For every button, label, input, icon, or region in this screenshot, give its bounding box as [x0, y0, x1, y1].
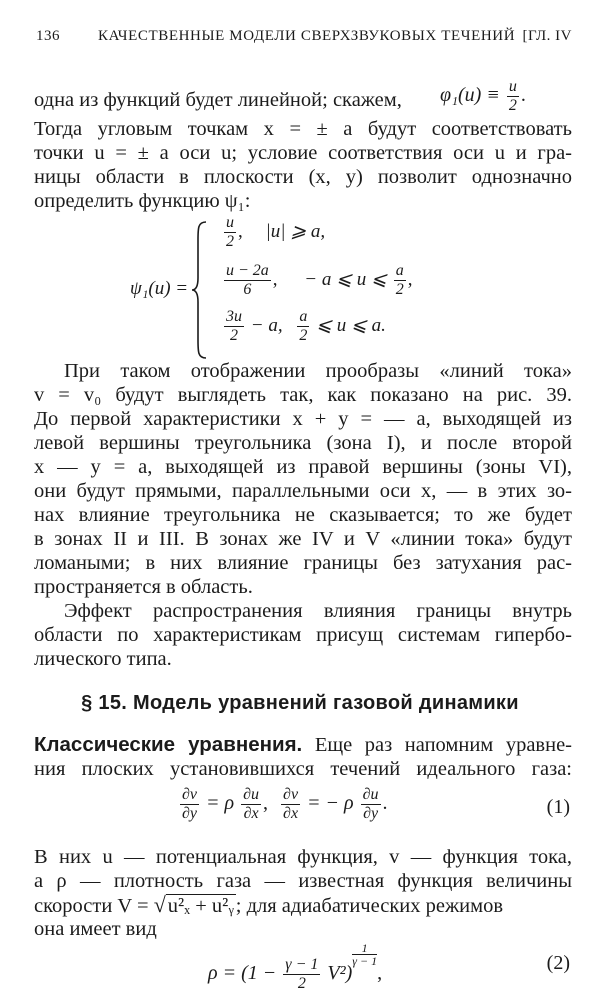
text-line: левой вершины треугольника (зона I), и после второй: [34, 432, 572, 454]
text-line: одна из функций будет линейной; скажем,: [34, 89, 402, 111]
piecewise-case-1: $\frac{u}{2}$ , |u| ⩾ a,: [226, 214, 326, 250]
piecewise-case-3: $\frac{3u}{2}$ − a, $\frac{a}{2}$ ⩽ u ⩽ a.: [226, 308, 386, 344]
inline-formula-phi: φ₁(u) ≡ $\frac{u}{2}$ .: [440, 78, 526, 114]
square-root: √u²ₓ + u²ᵧ: [153, 892, 234, 917]
runin-heading: Классические уравнения.: [34, 733, 303, 756]
text-line: а ρ — плотность газа — известная функция величины: [34, 870, 572, 892]
running-title: КАЧЕСТВЕННЫЕ МОДЕЛИ СВЕРХЗВУКОВЫХ ТЕЧЕНИЙ: [98, 28, 516, 44]
numerator: u: [508, 78, 517, 95]
piecewise-case-2: $\frac{u - 2a}{6}$ , − a ⩽ u ⩽ $\frac{a}{2}$ ,: [226, 262, 413, 298]
text-line: До первой характеристики x + y = — a, выходящей из: [34, 408, 572, 430]
text-line: ницы области в плоскости (x, y) позволит однозначно: [34, 166, 572, 188]
text-line: она имеет вид: [34, 918, 157, 940]
text-line: x — y = a, выходящей из правой вершины (зоны VI),: [34, 456, 572, 478]
text-line: области по характеристикам присущ системам гипербо-: [34, 624, 572, 646]
formula-lhs: φ₁(u) ≡: [440, 84, 500, 107]
text-line: пространяется в область.: [34, 576, 253, 598]
text-line: ломаными; в них влияние границы без затухания рас-: [34, 552, 572, 574]
text-line: При таком отображении прообразы «линий тока»: [64, 360, 572, 382]
text-line: v = v₀ будут выглядеть так, как показано на рис. 39.: [34, 384, 572, 406]
section-heading: § 15. Модель уравнений газовой динамики: [81, 692, 519, 714]
text-line: В них u — потенциальная функция, v — функция тока,: [34, 846, 572, 868]
running-header: [36, 28, 572, 52]
text-line: скорости V = √u²ₓ + u²ᵧ; для адиабатических режимов: [34, 892, 504, 917]
equation-2: ρ = (1 − $\frac{\gamma - 1}{2}$ V²) $^{\frac{1}{\gamma - 1}}$ ,: [208, 941, 383, 992]
piecewise-lhs: ψ₁(u) =: [130, 278, 189, 299]
text-line: в зонах II и III. В зонах же IV и V «линии тока» будут: [34, 528, 572, 550]
text-line: [34, 733, 572, 757]
fraction: [507, 78, 519, 115]
text-line: нах влияние треугольника не сказывается; то же будет: [34, 504, 572, 526]
equation-number: (2): [546, 952, 570, 974]
text-line: лического типа.: [34, 648, 172, 670]
text-line: точки u = ± a оси u; условие соответствия оси u и гра-: [34, 142, 572, 164]
equation-number: (1): [546, 796, 570, 818]
chapter-label: [ГЛ. IV: [522, 28, 572, 44]
text-line: Тогда угловым точкам x = ± a будут соответствовать: [34, 118, 572, 140]
page-number: 136: [36, 28, 60, 44]
denominator: 2: [508, 97, 517, 114]
text-line: Эффект распространения влияния границы внутрь: [64, 600, 572, 622]
text-line: ния плоских установившихся течений идеального газа:: [34, 758, 572, 780]
text-span: Еще раз напомним уравне-: [314, 734, 573, 756]
left-brace: [190, 220, 208, 360]
text-line: определить функцию ψ₁:: [34, 190, 251, 212]
text-line: они будут прямыми, параллельными оси x, — в этих зо-: [34, 480, 572, 502]
equation-1: $\frac{\partial v}{\partial y}$ = ρ $\frac{\partial u}{\partial x}$ , $\frac{\partial v}{\partial x}$ = − ρ $\frac{\partial u}{\partial y}$ .: [182, 786, 388, 822]
